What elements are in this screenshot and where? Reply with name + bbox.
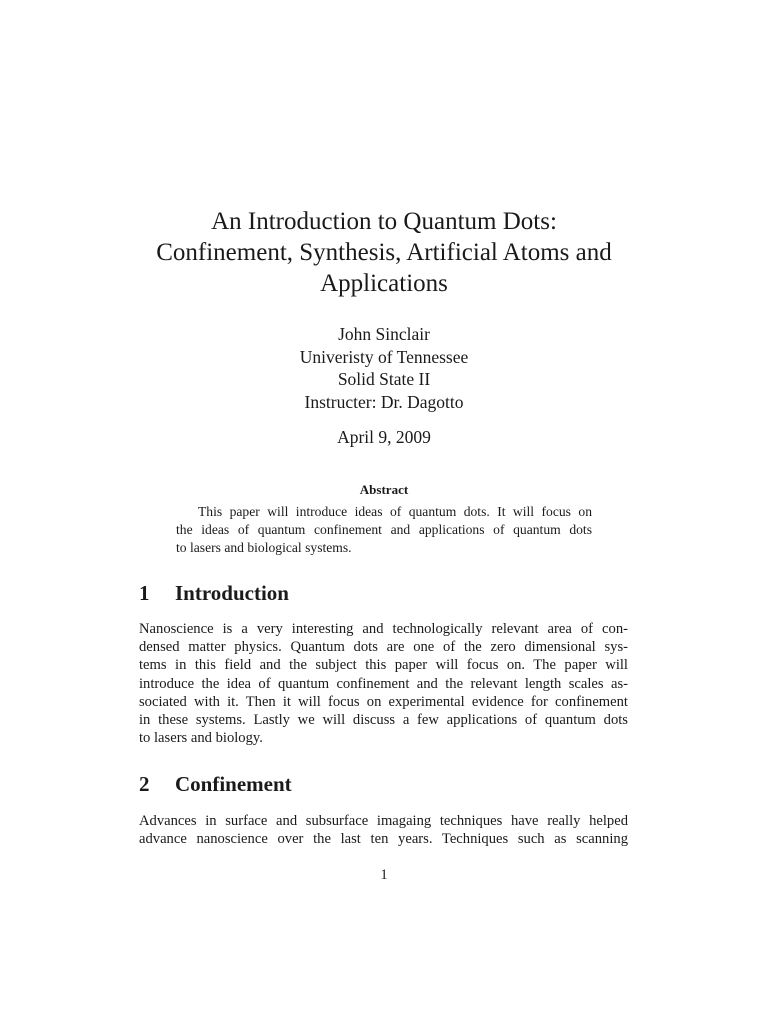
abstract-line: to lasers and biological systems. bbox=[176, 540, 352, 555]
author-instructor: Instructer: Dr. Dagotto bbox=[304, 391, 464, 412]
paragraph-line: introduce the idea of quantum confinement and the relevant length scales as- bbox=[139, 675, 628, 692]
abstract-heading: Abstract bbox=[359, 482, 409, 497]
author-name: John Sinclair bbox=[338, 324, 430, 344]
introduction-paragraph bbox=[139, 620, 628, 747]
paper-title bbox=[100, 206, 668, 299]
author-block bbox=[184, 323, 584, 413]
abstract-line: This paper will introduce ideas of quantum dots. It will focus on bbox=[198, 504, 592, 519]
section-number: 1 bbox=[139, 581, 150, 605]
author-course: Solid State II bbox=[337, 369, 431, 390]
page-number: 1 bbox=[380, 867, 388, 883]
section-title: Introduction bbox=[175, 581, 289, 605]
section-title: Confinement bbox=[175, 772, 292, 796]
paper-date: April 9, 2009 bbox=[337, 427, 431, 447]
paragraph-line: sociated with it. Then it will focus on experimental evidence for confinement bbox=[139, 693, 628, 710]
abstract-text bbox=[176, 503, 592, 557]
section-heading-confinement bbox=[139, 771, 292, 797]
paragraph-line: in these systems. Lastly we will discuss a few applications of quantum dots bbox=[139, 712, 628, 729]
paragraph-line: densed matter physics. Quantum dots are one of the zero dimensional sys- bbox=[139, 639, 628, 656]
paragraph-line: Nanoscience is a very interesting and technologically relevant area of con- bbox=[139, 621, 628, 637]
abstract-line: the ideas of quantum confinement and applications of quantum dots bbox=[176, 522, 592, 537]
paragraph-line: advance nanoscience over the last ten years. Techniques such as scanning bbox=[139, 831, 628, 848]
section-number: 2 bbox=[139, 772, 150, 796]
section-heading-introduction bbox=[139, 580, 289, 606]
author-institution: Univeristy of Tennessee bbox=[299, 346, 469, 367]
paragraph-line: to lasers and biology. bbox=[139, 730, 263, 747]
title-line: An Introduction to Quantum Dots: bbox=[211, 208, 557, 235]
paragraph-line: Advances in surface and subsurface imagaing techniques have really helped bbox=[139, 813, 628, 829]
title-line: Applications bbox=[320, 270, 448, 297]
confinement-paragraph bbox=[139, 812, 628, 848]
title-line: Confinement, Synthesis, Artificial Atoms and bbox=[156, 239, 612, 266]
paragraph-line: tems in this field and the subject this paper will focus on. The paper will bbox=[139, 657, 628, 674]
